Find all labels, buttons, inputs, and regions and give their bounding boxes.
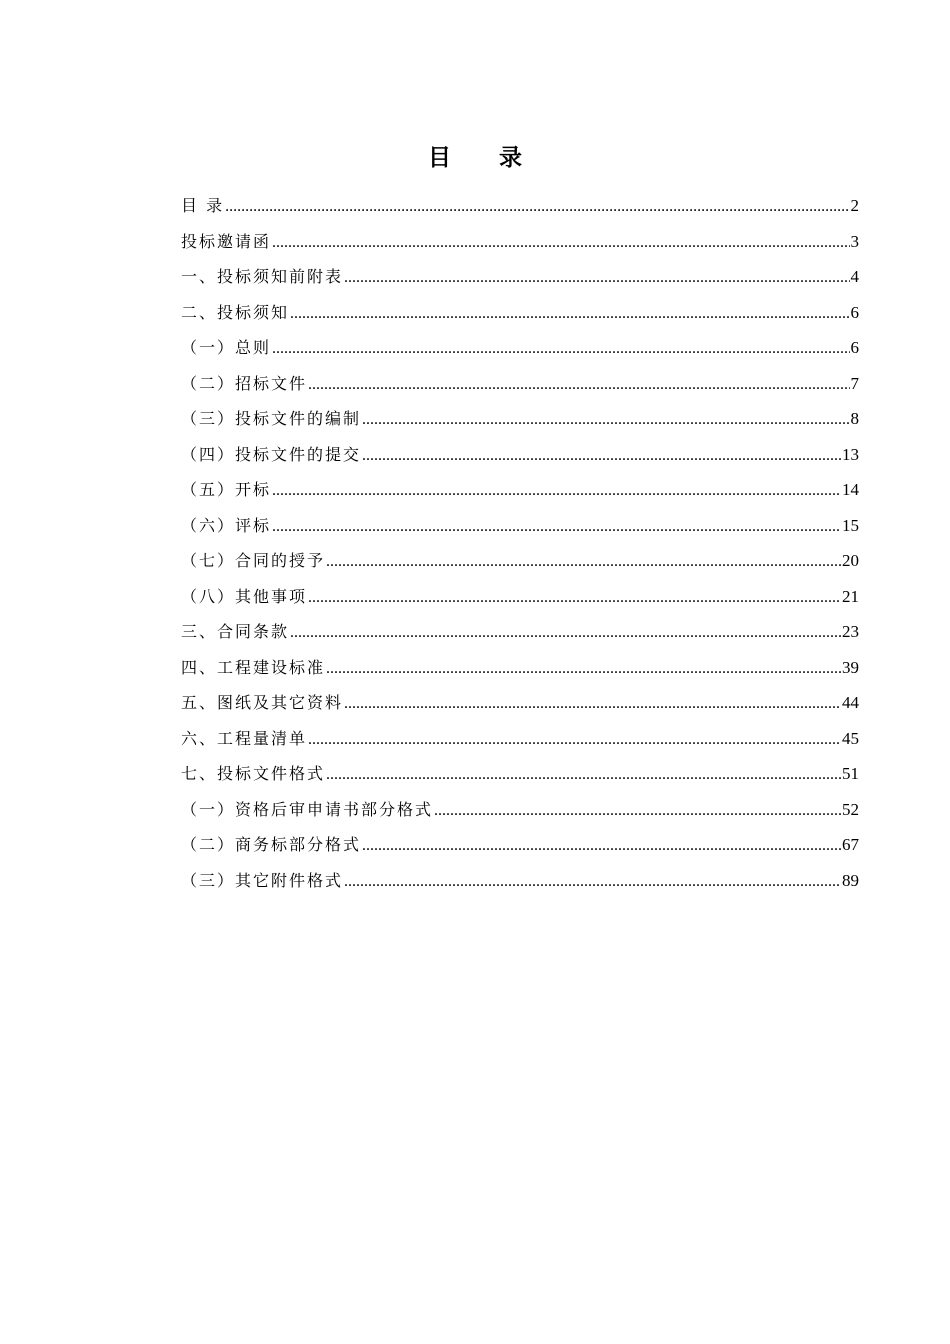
toc-leader-dots	[272, 331, 849, 367]
toc-entry-label: 三、合同条款	[181, 622, 290, 641]
toc-entry-label: （一）总则	[181, 338, 272, 357]
toc-entry-page-number: 23	[842, 622, 859, 641]
toc-leader-dots	[326, 757, 841, 793]
toc-leader-dots	[434, 793, 841, 829]
toc-entry-label: （八）其他事项	[181, 586, 308, 606]
toc-entry-label: 四、工程建设标准	[181, 657, 326, 677]
toc-leader-dots	[344, 686, 841, 722]
toc-entry[interactable]	[181, 721, 859, 757]
toc-entry[interactable]	[181, 685, 859, 721]
toc-entry-page-number: 20	[842, 551, 859, 570]
toc-entry-label: 投标邀请函	[181, 231, 272, 251]
toc-entry-page-number: 52	[842, 799, 859, 819]
toc-leader-dots	[344, 260, 849, 296]
toc-entry-label: （四）投标文件的提交	[181, 444, 362, 464]
toc-leader-dots	[272, 225, 849, 261]
toc-leader-dots	[308, 367, 849, 403]
toc-entry-page-number: 6	[850, 338, 859, 357]
toc-entry-label: 六、工程量清单	[181, 728, 308, 748]
toc-entry[interactable]	[181, 401, 859, 437]
toc-entry-label: 二、投标须知	[181, 302, 290, 322]
toc-entry-label: （六）评标	[181, 515, 272, 535]
toc-title: 目 录	[427, 144, 542, 171]
toc-entry-page-number: 15	[842, 515, 859, 535]
toc-entry-label: （二）商务标部分格式	[181, 835, 362, 854]
toc-entry-label: 一、投标须知前附表	[181, 267, 344, 286]
toc-entry-page-number: 3	[850, 231, 859, 251]
toc-entry[interactable]	[181, 792, 859, 828]
toc-entry-page-number: 21	[842, 586, 859, 606]
toc-entry-label: 五、图纸及其它资料	[181, 693, 344, 712]
toc-entry[interactable]	[181, 437, 859, 473]
toc-entry-label: （二）招标文件	[181, 373, 308, 393]
toc-entry-page-number: 8	[850, 409, 859, 428]
toc-entry-label: （五）开标	[181, 480, 272, 499]
toc-entry-page-number: 14	[842, 480, 859, 499]
toc-entry-page-number: 6	[850, 302, 859, 322]
toc-entry[interactable]	[181, 295, 859, 331]
toc-entry-label: （七）合同的授予	[181, 551, 326, 570]
toc-entry-label: （三）投标文件的编制	[181, 409, 362, 428]
toc-entry-page-number: 2	[850, 196, 859, 215]
toc-entry-page-number: 44	[842, 693, 859, 712]
toc-leader-dots	[344, 864, 841, 900]
toc-entry-page-number: 13	[842, 444, 859, 464]
toc-entry[interactable]	[181, 188, 859, 224]
toc-entry-page-number: 89	[842, 870, 859, 890]
toc-entry[interactable]	[181, 756, 859, 792]
toc-leader-dots	[326, 544, 841, 580]
toc-entry-page-number: 51	[842, 764, 859, 783]
toc-leader-dots	[362, 402, 849, 438]
toc-leader-dots	[308, 722, 841, 758]
toc-leader-dots	[290, 615, 841, 651]
toc-entry[interactable]	[181, 543, 859, 579]
toc-entry-label: 目 录	[181, 196, 225, 215]
toc-entry[interactable]	[181, 224, 859, 260]
toc-leader-dots	[326, 651, 841, 687]
toc-entry[interactable]	[181, 579, 859, 615]
toc-entry[interactable]	[181, 330, 859, 366]
toc-entry-label: （一）资格后审申请书部分格式	[181, 799, 434, 819]
toc-leader-dots	[362, 438, 841, 474]
toc-entry[interactable]	[181, 650, 859, 686]
toc-leader-dots	[272, 473, 841, 509]
toc-entry[interactable]	[181, 472, 859, 508]
toc-entry[interactable]	[181, 508, 859, 544]
toc-entry[interactable]	[181, 863, 859, 899]
toc-leader-dots	[362, 828, 841, 864]
toc-entry[interactable]	[181, 259, 859, 295]
toc-entry-page-number: 7	[850, 373, 859, 393]
toc-entry-label: （三）其它附件格式	[181, 870, 344, 890]
toc-leader-dots	[272, 509, 841, 545]
toc-entry[interactable]	[181, 366, 859, 402]
toc-entry-page-number: 45	[842, 728, 859, 748]
toc-leader-dots	[225, 189, 849, 225]
toc-list	[181, 188, 859, 898]
toc-entry-page-number: 4	[850, 267, 859, 286]
toc-entry-label: 七、投标文件格式	[181, 764, 326, 783]
toc-entry[interactable]	[181, 827, 859, 863]
toc-entry[interactable]	[181, 614, 859, 650]
toc-leader-dots	[290, 296, 849, 332]
toc-entry-page-number: 39	[842, 657, 859, 677]
toc-entry-page-number: 67	[842, 835, 859, 854]
toc-leader-dots	[308, 580, 841, 616]
